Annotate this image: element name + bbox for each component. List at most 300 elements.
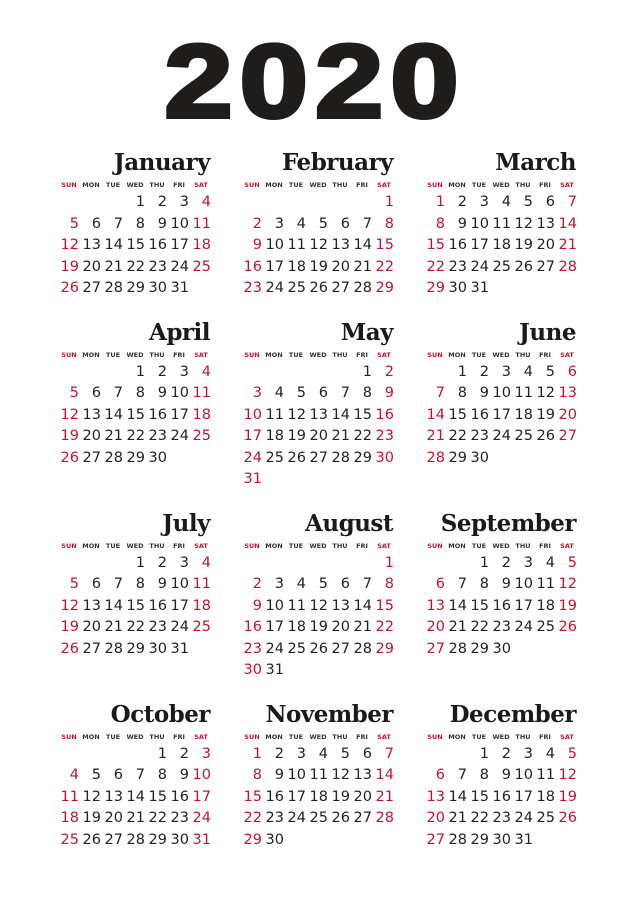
day-cell: 19 [60,619,79,635]
day-cell: 18 [60,810,79,826]
day-cell: 22 [126,619,145,635]
day-cell: 8 [384,576,394,592]
day-cell: 18 [309,788,328,805]
weekday-label: THU [149,350,165,359]
day-cell: 6 [318,385,328,401]
day-cell: 4 [69,767,79,783]
empty-cell [58,744,80,766]
weekday-label: THU [149,181,165,189]
day-cell: 22 [243,810,262,826]
weekday-label: SAT [194,350,208,359]
day-cell: 17 [492,406,511,423]
days-grid [241,744,395,852]
day-cell: 23 [170,810,189,826]
weekday-header [241,348,395,362]
day-cell: 20 [353,788,372,805]
day-cell: 21 [558,237,577,253]
empty-cell [263,192,285,214]
weekday-label: MON [82,732,100,741]
empty-cell [58,192,80,214]
weekday-label: SUN [244,732,260,741]
day-cell: 5 [69,215,79,232]
day-cell: 27 [353,810,372,826]
day-cell: 14 [375,767,394,783]
weekday-label: TUE [288,732,304,741]
month-march [424,148,578,300]
day-cell: 8 [457,385,467,401]
weekday-label: SAT [377,541,391,550]
day-cell: 28 [375,810,394,826]
day-cell: 14 [104,237,123,253]
day-cell: 28 [104,640,123,657]
days-grid [424,744,578,852]
day-cell: 18 [287,619,306,635]
day-cell: 17 [243,428,262,444]
empty-cell [80,362,102,384]
days-grid [241,362,395,491]
day-cell: 24 [170,258,189,275]
day-cell: 7 [113,385,123,401]
day-cell: 22 [470,619,489,635]
day-cell: 15 [126,406,145,423]
weekday-label: SAT [377,732,391,741]
weekday-label: FRI [539,181,551,189]
day-cell: 22 [353,428,372,444]
month-november [241,700,395,852]
empty-cell [307,362,329,384]
days-grid [58,553,212,661]
weekday-label: SAT [560,732,574,741]
day-cell: 6 [435,576,445,592]
day-cell: 3 [252,385,262,401]
day-cell: 14 [353,597,372,614]
day-cell: 10 [265,237,284,253]
day-cell: 26 [60,449,79,466]
day-cell: 29 [375,640,394,657]
weekday-label: MON [265,350,283,359]
weekday-label: THU [332,181,348,189]
day-cell: 3 [501,363,511,380]
weekday-label: FRI [173,732,185,741]
day-cell: 24 [514,810,533,826]
day-cell: 13 [331,597,350,614]
empty-cell [102,192,124,214]
day-cell: 16 [243,258,262,275]
empty-cell [329,192,351,214]
days-grid [241,553,395,682]
day-cell: 8 [479,767,489,783]
day-cell: 21 [353,258,372,275]
day-cell: 8 [435,215,445,232]
day-cell: 7 [435,385,445,401]
empty-cell [58,362,80,384]
empty-cell [241,192,263,214]
day-cell: 12 [536,385,555,401]
weekday-header [424,178,578,192]
weekday-label: SAT [377,181,391,189]
day-cell: 23 [148,428,167,444]
empty-cell [241,553,263,575]
day-cell: 7 [362,215,372,232]
day-cell: 5 [318,576,328,592]
day-cell: 8 [135,215,145,232]
day-cell: 2 [457,194,467,210]
day-cell: 4 [501,194,511,210]
day-cell: 19 [60,428,79,444]
day-cell: 19 [558,597,577,614]
day-cell: 22 [426,258,445,275]
month-february [241,148,395,300]
day-cell: 28 [426,449,445,466]
day-cell: 20 [426,810,445,826]
day-cell: 18 [492,237,511,253]
weekday-label: FRI [356,541,368,550]
day-cell: 28 [331,449,350,466]
month-september [424,509,578,682]
weekday-label: SAT [194,181,208,189]
empty-cell [446,553,468,575]
day-cell: 29 [243,831,262,848]
day-cell: 9 [252,597,262,614]
day-cell: 9 [274,767,284,783]
day-cell: 31 [265,662,284,678]
month-august [241,509,395,682]
month-title: January [113,149,210,176]
day-cell: 22 [148,810,167,826]
empty-cell [80,553,102,575]
day-cell: 24 [470,258,489,275]
day-cell: 25 [492,258,511,275]
day-cell: 16 [148,237,167,253]
weekday-label: SUN [61,181,77,189]
day-cell: 3 [201,745,211,762]
day-cell: 14 [104,406,123,423]
day-cell: 24 [492,428,511,444]
day-cell: 22 [126,428,145,444]
day-cell: 11 [192,385,211,401]
day-cell: 1 [135,554,145,571]
day-cell: 28 [558,258,577,275]
day-cell: 1 [135,194,145,210]
day-cell: 15 [470,597,489,614]
day-cell: 10 [514,767,533,783]
day-cell: 4 [296,576,306,592]
day-cell: 1 [384,194,394,210]
day-cell: 6 [113,767,123,783]
weekday-label: SUN [427,541,443,550]
day-cell: 4 [201,554,211,571]
weekday-label: SAT [560,350,574,359]
day-cell: 7 [113,215,123,232]
day-cell: 31 [170,280,189,296]
day-cell: 24 [243,449,262,466]
day-cell: 25 [192,619,211,635]
day-cell: 5 [340,745,350,762]
day-cell: 11 [309,767,328,783]
weekday-label: FRI [539,541,551,550]
empty-cell [263,362,285,384]
day-cell: 18 [536,597,555,614]
day-cell: 1 [479,745,489,762]
day-cell: 10 [192,767,211,783]
weekday-header [58,178,212,192]
day-cell: 12 [331,767,350,783]
day-cell: 20 [104,810,123,826]
day-cell: 22 [470,810,489,826]
empty-cell [285,192,307,214]
day-cell: 12 [309,597,328,614]
day-cell: 24 [265,640,284,657]
weekday-label: FRI [356,350,368,359]
weekday-label: SAT [377,350,391,359]
day-cell: 15 [353,406,372,423]
weekday-label: TUE [105,732,121,741]
weekday-label: WED [492,541,510,550]
day-cell: 16 [492,788,511,805]
empty-cell [446,744,468,766]
weekday-header [424,730,578,744]
weekday-header [424,539,578,553]
weekday-label: SUN [427,350,443,359]
weekday-label: FRI [173,350,185,359]
day-cell: 14 [104,597,123,614]
weekday-header [58,348,212,362]
day-cell: 2 [384,363,394,380]
day-cell: 29 [148,831,167,848]
weekday-label: FRI [539,732,551,741]
weekday-label: THU [332,350,348,359]
day-cell: 5 [567,745,577,762]
day-cell: 26 [558,810,577,826]
day-cell: 3 [179,363,189,380]
day-cell: 9 [501,767,511,783]
day-cell: 25 [536,619,555,635]
day-cell: 4 [296,215,306,232]
day-cell: 29 [353,449,372,466]
day-cell: 16 [470,406,489,423]
day-cell: 16 [243,619,262,635]
day-cell: 11 [536,767,555,783]
day-cell: 7 [457,576,467,592]
day-cell: 25 [265,449,284,466]
day-cell: 27 [426,640,445,657]
day-cell: 2 [501,554,511,571]
days-grid [58,362,212,470]
day-cell: 16 [265,788,284,805]
weekday-label: WED [126,732,144,741]
day-cell: 24 [192,810,211,826]
day-cell: 3 [274,215,284,232]
weekday-label: WED [309,181,327,189]
weekday-label: TUE [105,350,121,359]
weekday-label: WED [492,350,510,359]
day-cell: 3 [523,745,533,762]
day-cell: 29 [470,831,489,848]
day-cell: 29 [448,449,467,466]
weekday-label: SUN [244,541,260,550]
day-cell: 30 [148,449,167,466]
calendar-grid [58,148,578,869]
day-cell: 2 [157,194,167,210]
day-cell: 26 [60,280,79,296]
weekday-label: THU [515,181,531,189]
empty-cell [307,192,329,214]
day-cell: 3 [296,745,306,762]
weekday-label: THU [332,541,348,550]
day-cell: 3 [523,554,533,571]
day-cell: 21 [426,428,445,444]
day-cell: 17 [170,237,189,253]
weekday-label: WED [126,181,144,189]
day-cell: 1 [252,745,262,762]
day-cell: 29 [470,640,489,657]
empty-cell [329,362,351,384]
day-cell: 20 [82,258,101,275]
day-cell: 6 [362,745,372,762]
day-cell: 4 [201,194,211,210]
day-cell: 29 [126,449,145,466]
empty-cell [285,362,307,384]
days-grid [424,362,578,470]
weekday-label: MON [265,181,283,189]
month-title: September [440,509,576,537]
day-cell: 21 [126,810,145,826]
day-cell: 19 [82,810,101,826]
day-cell: 19 [60,258,79,275]
days-grid [58,744,212,852]
day-cell: 28 [448,831,467,848]
day-cell: 27 [309,449,328,466]
day-cell: 21 [353,619,372,635]
day-cell: 11 [536,576,555,592]
day-cell: 30 [148,280,167,296]
day-cell: 19 [309,258,328,275]
day-cell: 15 [375,597,394,614]
day-cell: 13 [82,237,101,253]
day-cell: 23 [492,810,511,826]
weekday-label: WED [309,541,327,550]
weekday-label: MON [448,350,466,359]
day-cell: 11 [287,237,306,253]
day-cell: 21 [104,619,123,635]
day-cell: 15 [470,788,489,805]
day-cell: 17 [265,258,284,275]
day-cell: 27 [82,449,101,466]
year-title: 2020 [164,24,466,140]
empty-cell [424,362,446,384]
weekday-label: SAT [560,541,574,550]
day-cell: 16 [170,788,189,805]
day-cell: 4 [545,745,555,762]
weekday-label: MON [448,732,466,741]
day-cell: 29 [375,280,394,296]
day-cell: 29 [126,280,145,296]
weekday-label: THU [515,541,531,550]
day-cell: 13 [82,406,101,423]
day-cell: 2 [501,745,511,762]
day-cell: 7 [362,576,372,592]
day-cell: 7 [135,767,145,783]
day-cell: 28 [353,640,372,657]
day-cell: 19 [287,428,306,444]
day-cell: 1 [384,554,394,571]
day-cell: 6 [91,215,101,232]
weekday-label: MON [448,181,466,189]
day-cell: 12 [60,237,79,253]
day-cell: 10 [170,215,189,232]
weekday-header [58,539,212,553]
day-cell: 8 [479,576,489,592]
day-cell: 30 [448,280,467,296]
day-cell: 12 [82,788,101,805]
day-cell: 23 [492,619,511,635]
day-cell: 17 [514,597,533,614]
day-cell: 15 [126,237,145,253]
empty-cell [285,553,307,575]
day-cell: 25 [514,428,533,444]
day-cell: 18 [287,258,306,275]
day-cell: 11 [192,576,211,592]
day-cell: 30 [492,640,511,657]
day-cell: 7 [384,745,394,762]
month-april [58,318,212,491]
day-cell: 13 [309,406,328,423]
empty-cell [241,362,263,384]
day-cell: 2 [157,554,167,571]
day-cell: 10 [170,385,189,401]
day-cell: 24 [287,810,306,826]
day-cell: 5 [296,385,306,401]
day-cell: 28 [353,280,372,296]
day-cell: 19 [309,619,328,635]
day-cell: 5 [545,363,555,380]
day-cell: 8 [384,215,394,232]
weekday-label: THU [515,350,531,359]
weekday-label: FRI [173,541,185,550]
empty-cell [80,192,102,214]
empty-cell [307,553,329,575]
day-cell: 12 [558,576,577,592]
day-cell: 8 [135,385,145,401]
day-cell: 27 [426,831,445,848]
weekday-header [424,348,578,362]
day-cell: 21 [331,428,350,444]
day-cell: 6 [545,194,555,210]
day-cell: 3 [479,194,489,210]
day-cell: 23 [375,428,394,444]
day-cell: 4 [201,363,211,380]
day-cell: 24 [170,619,189,635]
weekday-label: THU [515,732,531,741]
day-cell: 1 [362,363,372,380]
day-cell: 22 [448,428,467,444]
day-cell: 11 [60,788,79,805]
weekday-label: TUE [288,181,304,189]
weekday-label: WED [492,732,510,741]
day-cell: 2 [274,745,284,762]
day-cell: 20 [82,619,101,635]
empty-cell [102,744,124,766]
day-cell: 4 [274,385,284,401]
day-cell: 30 [492,831,511,848]
empty-cell [351,553,373,575]
day-cell: 11 [192,215,211,232]
weekday-label: THU [332,732,348,741]
weekday-label: WED [309,732,327,741]
day-cell: 27 [82,280,101,296]
day-cell: 11 [492,215,511,232]
day-cell: 7 [567,194,577,210]
